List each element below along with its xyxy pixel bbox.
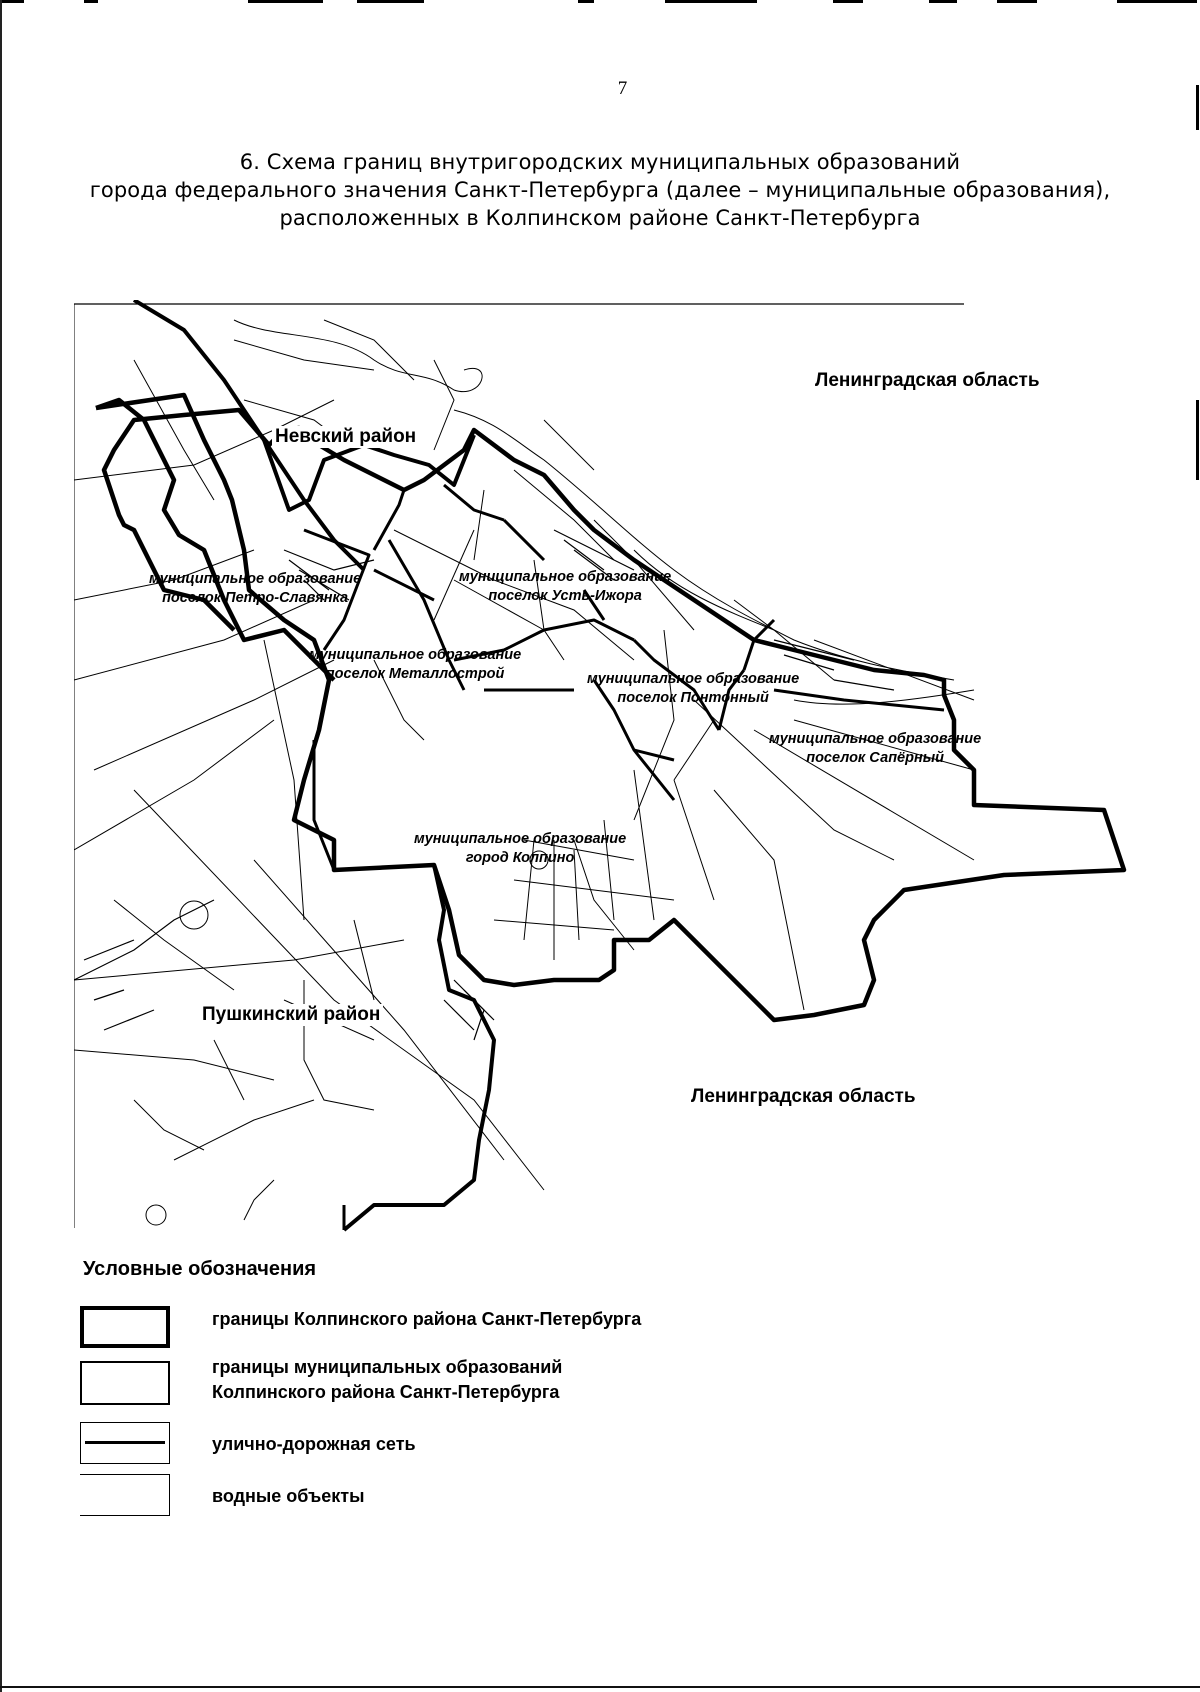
scan-mark	[1196, 400, 1199, 480]
district-label-nevsky: Невский район	[272, 426, 419, 448]
legend-swatch-street-network	[80, 1422, 170, 1464]
region-label-leningrad-oblast: Ленинградская область	[691, 1086, 916, 1107]
legend-label: улично-дорожная сеть	[212, 1434, 416, 1454]
page-title	[60, 148, 1140, 232]
municipality-label: муниципальное образование поселок Понтонный	[587, 671, 800, 706]
legend-title: Условные обозначения	[83, 1258, 317, 1280]
district-label-pushkinsky: Пушкинский район	[199, 1004, 383, 1026]
municipality-label: муниципальное образование поселок Сапёрный	[769, 731, 982, 766]
title-line: 6. Схема границ внутригородских муниципальных образований	[239, 150, 961, 174]
legend-label: водные объекты	[212, 1486, 365, 1506]
legend-label: границы Колпинского района Санкт-Петербурга	[212, 1309, 642, 1329]
district-map	[74, 300, 1134, 1235]
district-boundary-pushkin	[314, 740, 334, 870]
page-bottom-edge	[0, 1686, 1200, 1688]
legend-label: границы муниципальных образований Колпинского района Санкт-Петербурга	[212, 1357, 563, 1402]
title-line: города федерального значения Санкт-Петербурга (далее – муниципальные образования),	[89, 178, 1111, 202]
page-number: 7	[617, 78, 628, 99]
roundabout	[146, 1205, 166, 1225]
municipality-label: муниципальное образование город Колпино	[414, 831, 627, 866]
scan-top-edge	[0, 0, 1200, 4]
district-boundary-pushkin	[344, 865, 494, 1230]
legend-swatch-water	[80, 1474, 170, 1516]
page-edge	[0, 0, 2, 1692]
municipality-label: муниципальное образование поселок Петро-Славянка	[149, 571, 362, 606]
title-line: расположенных в Колпинском районе Санкт-Петербурга	[279, 206, 921, 230]
municipality-label: муниципальное образование поселок Металлострой	[309, 647, 522, 682]
legend-swatch-district-boundary	[80, 1306, 170, 1348]
legend-swatch-municipal-boundary	[80, 1361, 170, 1405]
region-label-leningrad-oblast: Ленинградская область	[815, 370, 1040, 391]
legend-street-line	[85, 1441, 165, 1444]
municipality-label: муниципальное образование поселок Усть-Ижора	[459, 569, 672, 604]
